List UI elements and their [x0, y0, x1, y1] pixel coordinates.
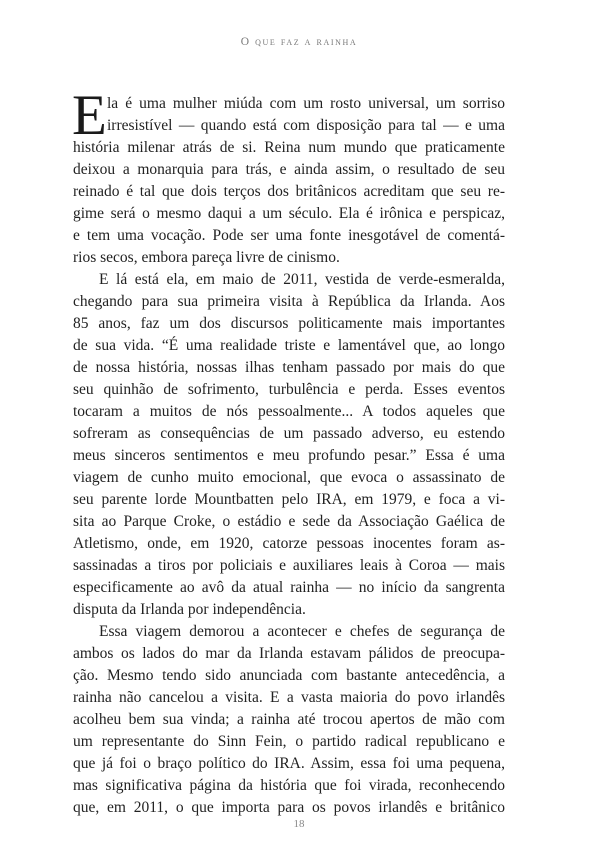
text-line: tocaram a muitos de nós pessoalmente... A todos aqueles que	[73, 403, 505, 420]
text-line: e tem uma vocação. Pode ser uma fonte inesgotável de comentá-	[73, 227, 505, 244]
text-line: um representante do Sinn Fein, o partido radical republicano e	[73, 733, 505, 750]
text-line: sassinadas a tiros por policiais e auxiliares leais à Coroa — mais	[73, 557, 505, 574]
text-line: sita ao Parque Croke, o estádio e sede da Associação Gaélica de	[73, 513, 505, 530]
text-line: chegando para sua primeira visita à República da Irlanda. Aos	[73, 293, 505, 310]
text-line: viagem de cunho muito emocional, que evoca o assassinato de	[73, 469, 505, 486]
text-line: irresistível — quando está com disposição para tal — e uma	[107, 117, 505, 134]
running-header: O que faz a rainha	[240, 36, 358, 48]
drop-cap: E	[72, 84, 107, 147]
text-line: ambos os lados do mar da Irlanda estavam pálidos de preocupa-	[73, 645, 505, 662]
text-line: la é uma mulher miúda com um rosto universal, um sorriso	[107, 95, 505, 112]
text-line: especificamente ao avô da atual rainha — no início da sangrenta	[73, 579, 505, 596]
text-line: Atletismo, onde, em 1920, catorze pessoas inocentes foram as-	[73, 535, 505, 552]
text-line: rios secos, embora pareça livre de cinismo.	[73, 249, 340, 266]
text-line: história milenar atrás de si. Reina num mundo que praticamente	[73, 139, 505, 156]
text-line: mas significativa página da história que foi virada, reconhecendo	[73, 777, 505, 794]
text-line: meus sinceros sentimentos e meu profundo pesar.” Essa é uma	[73, 447, 505, 464]
page-number: 18	[293, 818, 305, 830]
text-line: Essa viagem demorou a acontecer e chefes de segurança de	[99, 623, 505, 640]
text-line: 85 anos, faz um dos discursos politicamente mais importantes	[73, 315, 505, 332]
text-line: que já foi o braço político do IRA. Assim, essa foi uma pequena,	[73, 755, 505, 772]
text-line: ção. Mesmo tendo sido anunciada com bastante antecedência, a	[73, 667, 505, 684]
text-line: de nossa história, nossas ilhas tenham passado por mais do que	[73, 359, 505, 376]
text-line: disputa da Irlanda por independência.	[73, 601, 306, 618]
text-line: seu parente lorde Mountbatten pelo IRA, em 1979, e foca a vi-	[73, 491, 505, 508]
text-line: seu quinhão de sofrimento, turbulência e perda. Esses eventos	[73, 381, 505, 398]
text-line: deixou a monarquia para trás, e ainda assim, o resultado de seu	[73, 161, 505, 178]
text-line: que, em 2011, o que importa para os povos irlandês e britânico	[73, 799, 505, 816]
body-text	[72, 84, 505, 819]
text-line: sofreram as consequências de um passado adverso, eu estendo	[73, 425, 505, 442]
text-line: de sua vida. “É uma realidade triste e lamentável que, ao longo	[73, 337, 505, 354]
text-line: reinado é tal que dois terços dos britânicos acreditam que seu re-	[73, 183, 505, 200]
text-line: gime será o mesmo daqui a um século. Ela é irônica e perspicaz,	[73, 205, 505, 222]
text-line: E lá está ela, em maio de 2011, vestida de verde-esmeralda,	[99, 271, 505, 288]
text-line: acolheu bem sua vinda; a rainha até trocou apertos de mão com	[73, 711, 505, 728]
text-line: rainha não cancelou a visita. E a vasta maioria do povo irlandês	[73, 689, 505, 706]
